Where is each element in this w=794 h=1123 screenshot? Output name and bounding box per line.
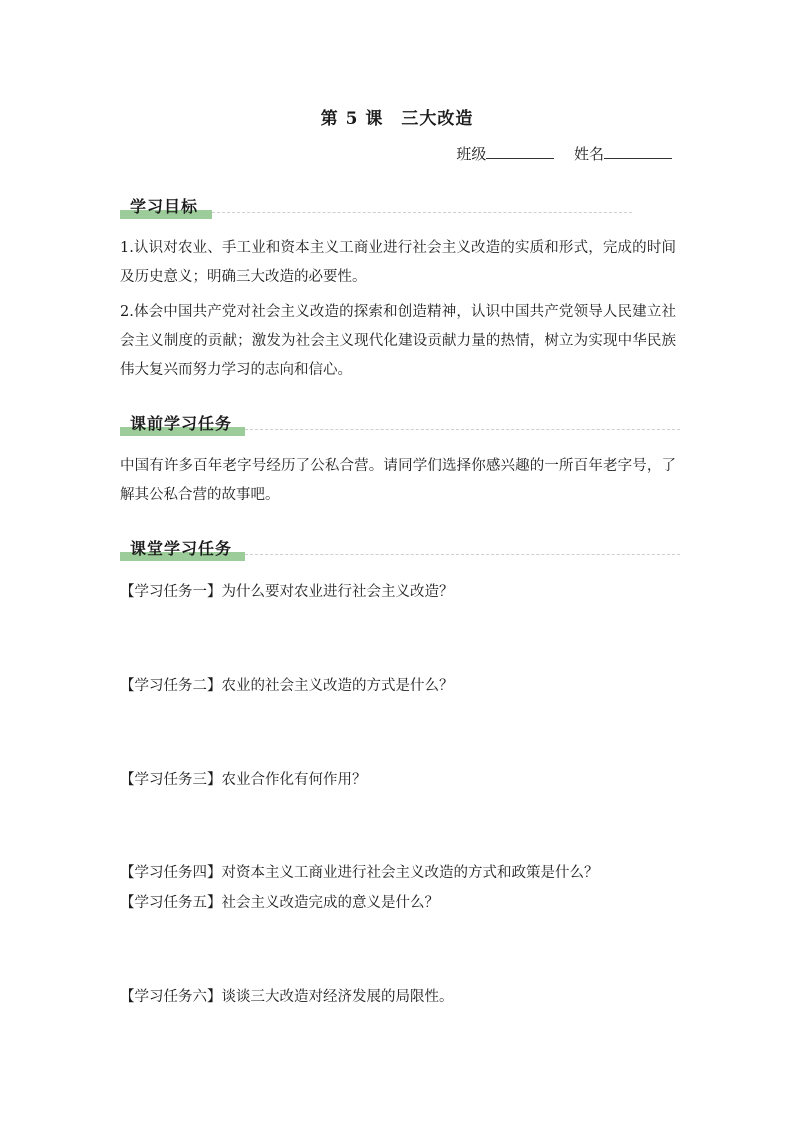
section-divider xyxy=(245,554,680,555)
section-heading-pre-task xyxy=(120,411,680,437)
section-heading-goals xyxy=(120,194,680,220)
task-tag: 【学习任务四】 xyxy=(120,865,222,881)
class-blank-line[interactable] xyxy=(486,144,554,159)
task-question: 社会主义改造完成的意义是什么？ xyxy=(221,895,439,911)
name-blank-line[interactable] xyxy=(604,144,672,159)
section-title: 学习目标 xyxy=(130,197,199,216)
task-tag: 【学习任务六】 xyxy=(120,989,222,1005)
class-label: 班级 xyxy=(456,145,487,163)
name-label: 姓名 xyxy=(573,145,604,163)
task-tag: 【学习任务二】 xyxy=(120,678,222,694)
section-divider xyxy=(212,212,632,213)
task-item-3 xyxy=(120,768,367,789)
page-title: 第 5 课 三大改造 xyxy=(320,109,474,129)
task-question: 谈谈三大改造对经济发展的局限性。 xyxy=(221,989,454,1005)
section-title: 课前学习任务 xyxy=(130,414,233,433)
section-title: 课堂学习任务 xyxy=(130,539,233,558)
goal-item-1: 1.认识对农业、手工业和资本主义工商业进行社会主义改造的实质和形式，完成的时间及历史意义；明确三大改造的必要性。 xyxy=(120,240,676,285)
student-info-fields xyxy=(456,143,672,164)
task-item-2 xyxy=(120,674,454,695)
task-question: 对资本主义工商业进行社会主义改造的方式和政策是什么？ xyxy=(221,865,599,881)
goal-item-2: 2.体会中国共产党对社会主义改造的探索和创造精神，认识中国共产党领导人民建立社会主义制度的贡献；激发为社会主义现代化建设贡献力量的热情，树立为实现中华民族伟大复兴而努力学习的志向和信心。 xyxy=(120,304,676,378)
section-heading-class-task xyxy=(120,536,680,562)
task-item-1 xyxy=(120,580,454,601)
pre-task-text: 中国有许多百年老字号经历了公私合营。请同学们选择你感兴趣的一所百年老字号，了解其公私合营的故事吧。 xyxy=(120,458,676,503)
task-item-6 xyxy=(120,985,454,1006)
task-question: 农业合作化有何作用？ xyxy=(221,772,367,788)
task-tag: 【学习任务三】 xyxy=(120,772,222,788)
task-question: 农业的社会主义改造的方式是什么？ xyxy=(221,678,454,694)
task-question: 为什么要对农业进行社会主义改造？ xyxy=(221,584,454,600)
task-item-4 xyxy=(120,861,599,882)
task-tag: 【学习任务一】 xyxy=(120,584,222,600)
section-divider xyxy=(245,429,680,430)
task-tag: 【学习任务五】 xyxy=(120,895,222,911)
task-item-5 xyxy=(120,891,439,912)
